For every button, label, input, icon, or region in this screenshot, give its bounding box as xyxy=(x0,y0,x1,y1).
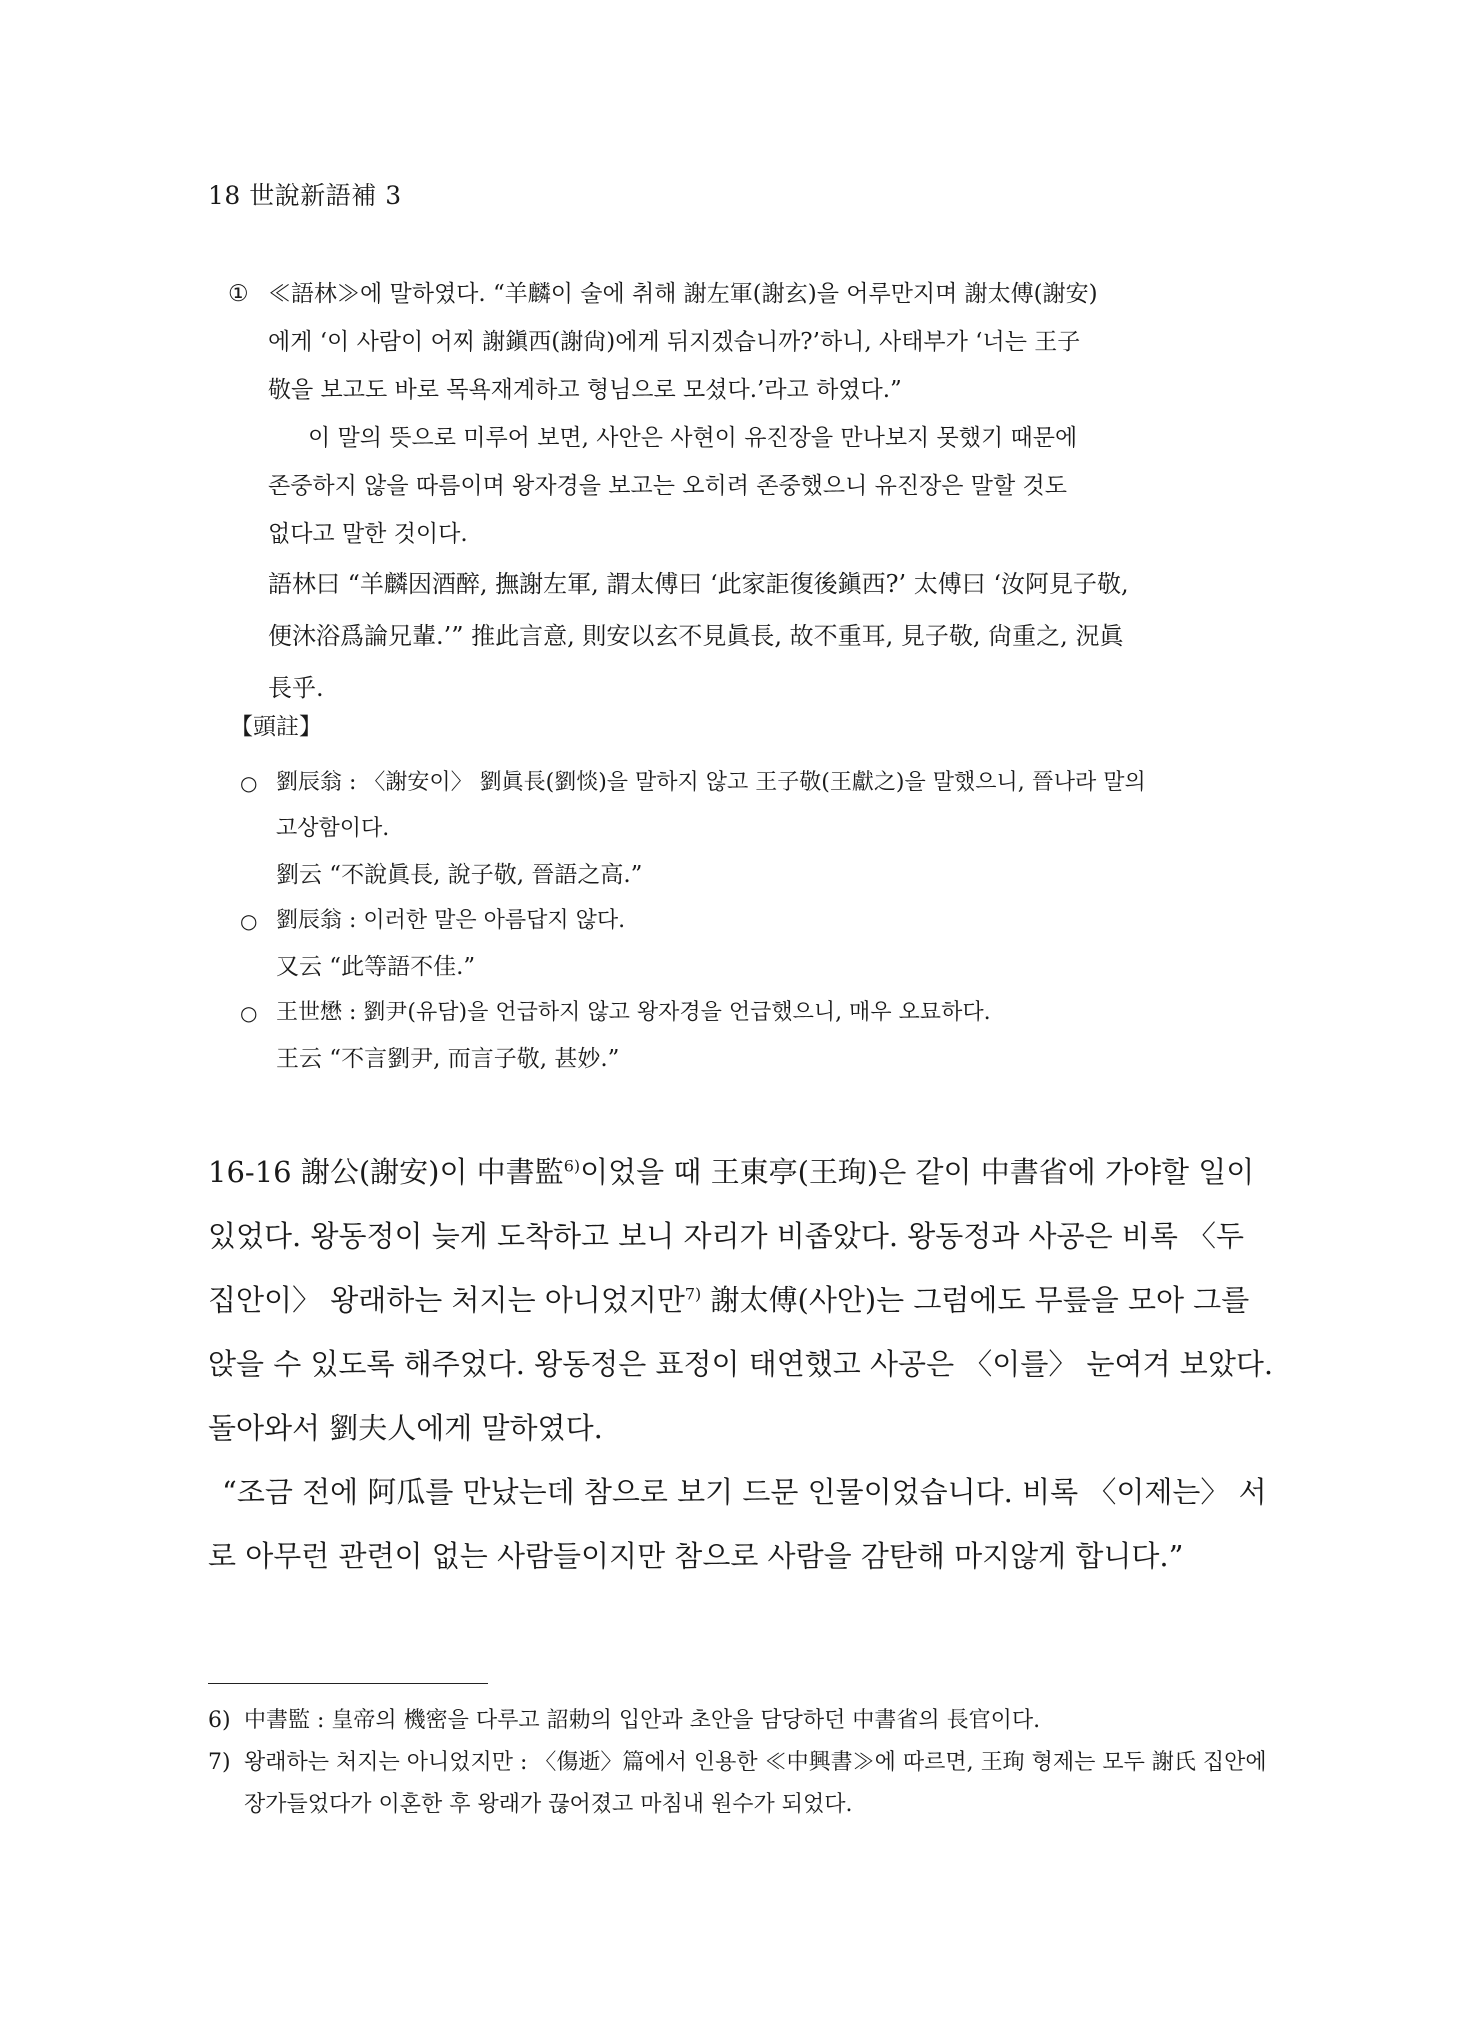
main-text xyxy=(208,1140,1280,1588)
hanmun-line: 長乎. xyxy=(268,674,324,702)
head-note-original: 又云 “此等語不佳.” xyxy=(276,954,476,980)
head-note-item xyxy=(240,898,1280,990)
note-hanmun xyxy=(228,558,1278,714)
note-line: 존중하지 않을 따름이며 왕자경을 보고는 오히려 존중했으니 유진장은 말할 것도 xyxy=(268,473,1067,499)
note-number: ① xyxy=(228,281,249,307)
head-note-line: 劉辰翁 : 이러한 말은 아름답지 않다. xyxy=(276,908,626,933)
note-quote xyxy=(228,270,1278,414)
hanmun-line: 便沐浴爲論兄輩.’” 推此言意, 則安以玄不見眞長, 故不重耳, 見子敬, 尙重之, 況眞 xyxy=(268,622,1124,650)
head-note-item xyxy=(240,990,1280,1082)
footnote-ref: 7) xyxy=(684,1284,702,1304)
head-note-line: 고상함이다. xyxy=(276,816,390,841)
head-note-line: 王世懋 : 劉尹(유담)을 언급하지 않고 왕자경을 언급했으니, 매우 오묘하다. xyxy=(276,1000,991,1025)
running-header: 18 世說新語補 3 xyxy=(208,181,402,210)
head-notes-label: 【頭註】 xyxy=(230,714,322,740)
bullet-circle-icon: ○ xyxy=(240,771,258,795)
note-line: 敬을 보고도 바로 목욕재계하고 형님으로 모셨다.’라고 하였다.” xyxy=(268,377,902,403)
footnote-number: 6) xyxy=(208,1708,231,1733)
body-text: 이었을 때 王東亭(王珣)은 같이 中書省에 가야할 일이 있었다. 왕동정이 늦게 도착하고 보니 자리가 비좁았다. 왕동정과 사공은 비록 〈두 집안이〉 왕래하는 처지는 아니었지만 xyxy=(208,1155,1255,1317)
hanmun-line: 語林曰 “羊麟因酒醉, 撫謝左軍, 謂太傅曰 ‘此家詎復後鎭西?’ 太傅曰 ‘汝阿見子敬, xyxy=(268,570,1129,598)
note-line: ≪語林≫에 말하였다. “羊麟이 술에 취해 謝左軍(謝玄)을 어루만지며 謝太傅(謝安) xyxy=(268,281,1098,307)
bullet-circle-icon: ○ xyxy=(240,1001,258,1025)
body-paragraph: “조금 전에 阿瓜를 만났는데 참으로 보기 드문 인물이었습니다. 비록 〈이제는〉 서로 아무런 관련이 없는 사람들이지만 참으로 사람을 감탄해 마지않게 합니다.” xyxy=(208,1475,1267,1573)
body-paragraph xyxy=(208,1140,1280,1460)
bullet-circle-icon: ○ xyxy=(240,909,258,933)
footnote-ref: 6) xyxy=(563,1156,581,1176)
body-text: 16-16 謝公(謝安)이 中書監 xyxy=(208,1155,564,1189)
footnote-text: 中書監 : 皇帝의 機密을 다루고 詔勅의 입안과 초안을 담당하던 中書省의 長官이다. xyxy=(244,1708,1041,1733)
footnote-number: 7) xyxy=(208,1750,231,1775)
note-commentary xyxy=(228,414,1278,558)
note-line: 에게 ‘이 사람이 어찌 謝鎭西(謝尙)에게 뒤지겠습니까?’하니, 사태부가 ‘너는 王子 xyxy=(268,329,1081,355)
footnote xyxy=(208,1742,1280,1826)
head-note-item xyxy=(240,760,1280,898)
footnotes xyxy=(208,1700,1280,1826)
head-notes-list xyxy=(240,760,1280,1082)
annotation-note xyxy=(228,270,1278,714)
head-note-original: 王云 “不言劉尹, 而言子敬, 甚妙.” xyxy=(276,1046,620,1072)
footnote xyxy=(208,1700,1280,1742)
head-note-original: 劉云 “不說眞長, 說子敬, 晉語之高.” xyxy=(276,862,643,888)
footnote-divider xyxy=(208,1683,488,1684)
note-line: 없다고 말한 것이다. xyxy=(268,521,468,547)
head-note-line: 劉辰翁 : 〈謝安이〉 劉眞長(劉惔)을 말하지 않고 王子敬(王獻之)을 말했으니, 晉나라 말의 xyxy=(276,770,1146,795)
note-line: 이 말의 뜻으로 미루어 보면, 사안은 사현이 유진장을 만나보지 못했기 때문에 xyxy=(308,425,1078,451)
footnote-text: 왕래하는 처지는 아니었지만 : 〈傷逝〉篇에서 인용한 ≪中興書≫에 따르면, 王珣 형제는 모두 謝氏 집안에 장가들었다가 이혼한 후 왕래가 끊어졌고 마침내 원수가 되었다. xyxy=(244,1750,1267,1817)
body-text: 謝太傅(사안)는 그럼에도 무릎을 모아 그를 앉을 수 있도록 해주었다. 왕동정은 표정이 태연했고 사공은 〈이를〉 눈여겨 보았다. 돌아와서 劉夫人에게 말하였다. xyxy=(208,1283,1274,1445)
